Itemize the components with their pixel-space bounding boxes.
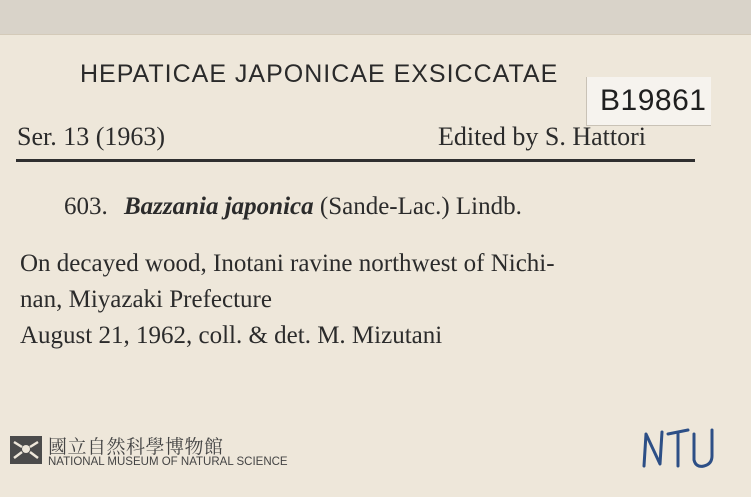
specimen-entry — [64, 193, 522, 221]
museum-logo-icon — [10, 436, 42, 464]
series-label: Ser. 13 (1963) — [17, 122, 166, 151]
locality-block — [20, 246, 710, 354]
locality-line-2: nan, Miyazaki Prefecture — [20, 286, 272, 313]
label-title: HEPATICAE JAPONICAE EXSICCATAE — [80, 60, 559, 88]
collection-line: August 21, 1962, coll. & det. M. Mizutani — [20, 322, 443, 349]
locality-line-1: On decayed wood, Inotani ravine northwest of Nichi- — [20, 250, 555, 277]
museum-name-chinese: 國立自然科學博物館 — [48, 436, 224, 458]
editor-label: Edited by S. Hattori — [438, 122, 646, 151]
entry-number: 603. — [64, 193, 108, 220]
museum-name-english: NATIONAL MUSEUM OF NATURAL SCIENCE — [48, 456, 288, 468]
top-background-strip — [0, 0, 751, 36]
barcode-number: B19861 — [600, 84, 707, 117]
ntu-stamp-icon — [640, 420, 720, 474]
species-name: Bazzania japonica — [124, 193, 314, 220]
header-divider — [16, 159, 695, 162]
species-authority: (Sande-Lac.) Lindb. — [319, 193, 522, 220]
